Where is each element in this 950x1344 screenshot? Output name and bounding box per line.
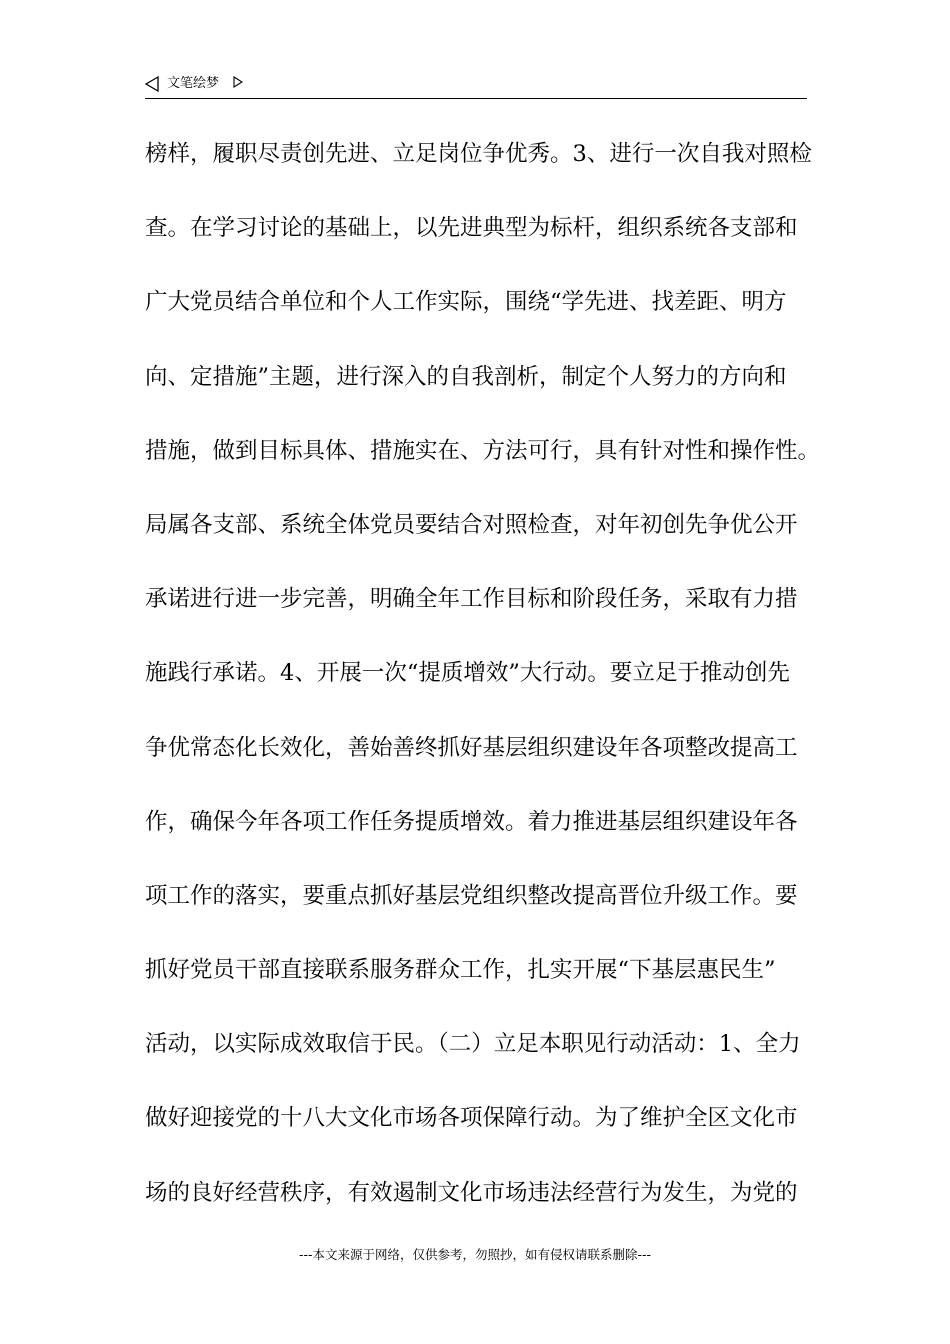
right-triangle-icon (233, 76, 243, 88)
page-footer-disclaimer: ---本文来源于网络，仅供参考，勿照抄，如有侵权请联系删除--- (298, 1247, 652, 1262)
body-line: 广大党员结合单位和个人工作实际，围绕“学先进、找差距、明方 (145, 289, 787, 316)
body-line: 查。在学习讨论的基础上，以先进典型为标杆，组织系统各支部和 (145, 215, 798, 242)
page-header (145, 74, 807, 99)
body-line: 场的良好经营秩序，有效遏制文化市场违法经营行为发生，为党的 (145, 1179, 798, 1206)
document-body (145, 132, 825, 1245)
body-line: 作，确保今年各项工作任务提质增效。着力推进基层组织建设年各 (145, 808, 798, 835)
body-line: 承诺进行进一步完善，明确全年工作目标和阶段任务，采取有力措 (145, 586, 798, 613)
body-line: 措施，做到目标具体、措施实在、方法可行，具有针对性和操作性。 (145, 437, 821, 464)
body-line: 争优常态化长效化，善始善终抓好基层组织建设年各项整改提高工 (145, 734, 798, 761)
body-line: 施践行承诺。4、开展一次“提质增效”大行动。要立足于推动创先 (145, 660, 790, 687)
body-line: 榜样，履职尽责创先进、立足岗位争优秀。3、进行一次自我对照检 (145, 141, 812, 167)
body-line: 项工作的落实，要重点抓好基层党组织整改提高晋位升级工作。要 (145, 882, 798, 909)
body-line: 活动，以实际成效取信于民。（二）立足本职见行动活动：1、全力 (145, 1031, 801, 1058)
left-triangle-icon (145, 76, 159, 92)
body-line: 向、定措施”主题，进行深入的自我剖析，制定个人努力的方向和 (145, 363, 787, 390)
body-line: 做好迎接党的十八大文化市场各项保障行动。为了维护全区文化市 (145, 1105, 798, 1132)
header-title: 文笔绘梦 (167, 76, 220, 91)
body-line: 局属各支部、系统全体党员要结合对照检查，对年初创先争优公开 (145, 511, 798, 538)
body-line: 抓好党员干部直接联系服务群众工作，扎实开展“下基层惠民生” (145, 957, 776, 984)
